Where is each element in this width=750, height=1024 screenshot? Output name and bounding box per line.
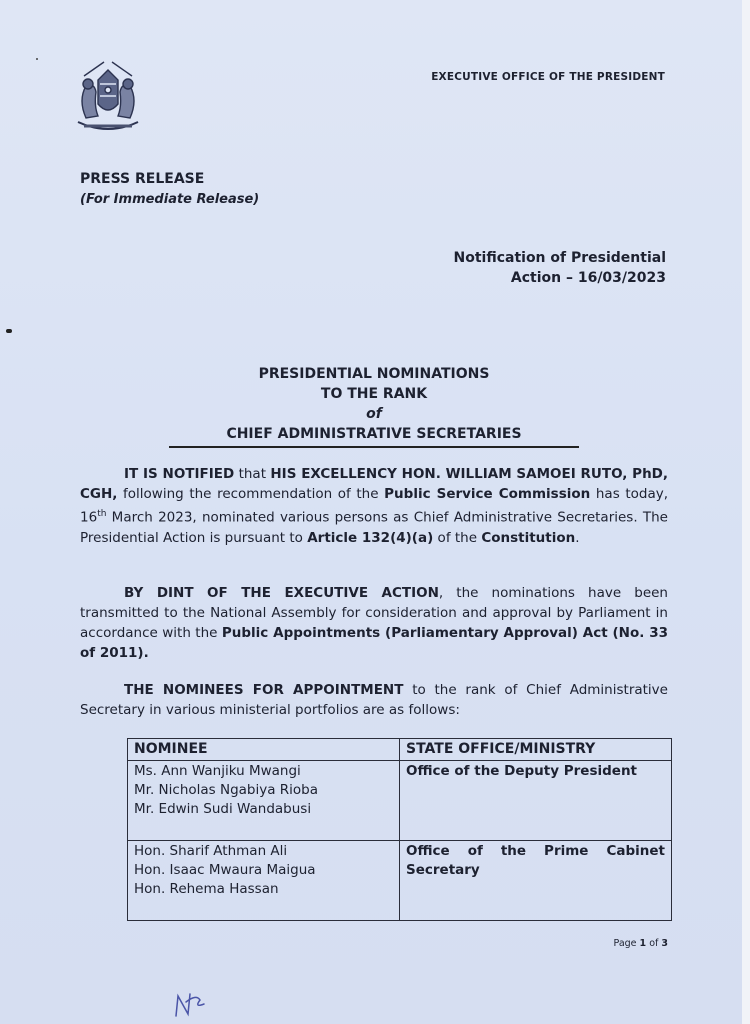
margin-mark [6,329,12,333]
release-subtitle: (For Immediate Release) [80,192,260,207]
kenya-coat-of-arms-icon [64,56,152,136]
table-header-nominee: NOMINEE [128,739,400,761]
nominee-name: Mr. Edwin Sudi Wandabusi [134,801,312,817]
notification-block [454,248,667,288]
office-cell: Office of the Deputy President [400,761,672,841]
title-line-3: of [366,406,382,422]
paragraph-nominees-intro: THE NOMINEES FOR APPOINTMENT to the rank of Chief Administrative Secretary in various ministerial portfolios are as follows: [80,682,668,718]
handwritten-initials-icon [170,990,210,1022]
paragraph-executive-action: BY DINT OF THE EXECUTIVE ACTION, the nominations have been transmitted to the National Assembly for consideration and approval by Parliament in accordance with the Public Appointments (Parliamentary Approval) Act (No. 33 of 2011). [80,585,668,661]
notification-line-1: Notification of Presidential [453,250,666,266]
office-line-2: Secretary [406,862,480,878]
nominees-table [127,738,672,921]
office-line-1: Office of the Prime Cabinet [406,843,665,859]
nominee-name: Hon. Sharif Athman Ali [134,843,288,859]
nominee-cell [128,841,400,921]
title-line-2: TO THE RANK [320,386,428,402]
notification-line-2: Action – 16/03/2023 [510,270,666,286]
nominee-name: Ms. Ann Wanjiku Mwangi [134,763,301,779]
office-cell [400,841,672,921]
table-row [128,841,672,921]
press-release-label: PRESS RELEASE [80,171,205,187]
nominee-name: Hon. Isaac Mwaura Maigua [134,862,316,878]
title-line-4: CHIEF ADMINISTRATIVE SECRETARIES [226,426,522,442]
table-header-row [128,739,672,761]
nominee-name: Mr. Nicholas Ngabiya Rioba [134,782,319,798]
page-number: Page 1 of 3 [613,938,668,949]
document-title [168,364,580,448]
scan-speck [36,58,38,60]
table-header-office: STATE OFFICE/MINISTRY [400,739,672,761]
nominee-cell [128,761,400,841]
nominee-name: Hon. Rehema Hassan [134,881,279,897]
page-edge [742,0,750,1024]
title-line-1: PRESIDENTIAL NOMINATIONS [258,366,490,382]
title-underline [169,446,579,448]
table-row [128,761,672,841]
paragraph-notice: IT IS NOTIFIED that HIS EXCELLENCY HON. WILLIAM SAMOEI RUTO, PhD, CGH, following the recommendation of the Public Service Commission has today, 16th March 2023, nominated various persons as Chief Administrative Secretaries. The Presidential Action is pursuant to Article 132(4)(a) of the Constitution. [80,466,669,546]
office-header: EXECUTIVE OFFICE OF THE PRESIDENT [431,71,665,83]
